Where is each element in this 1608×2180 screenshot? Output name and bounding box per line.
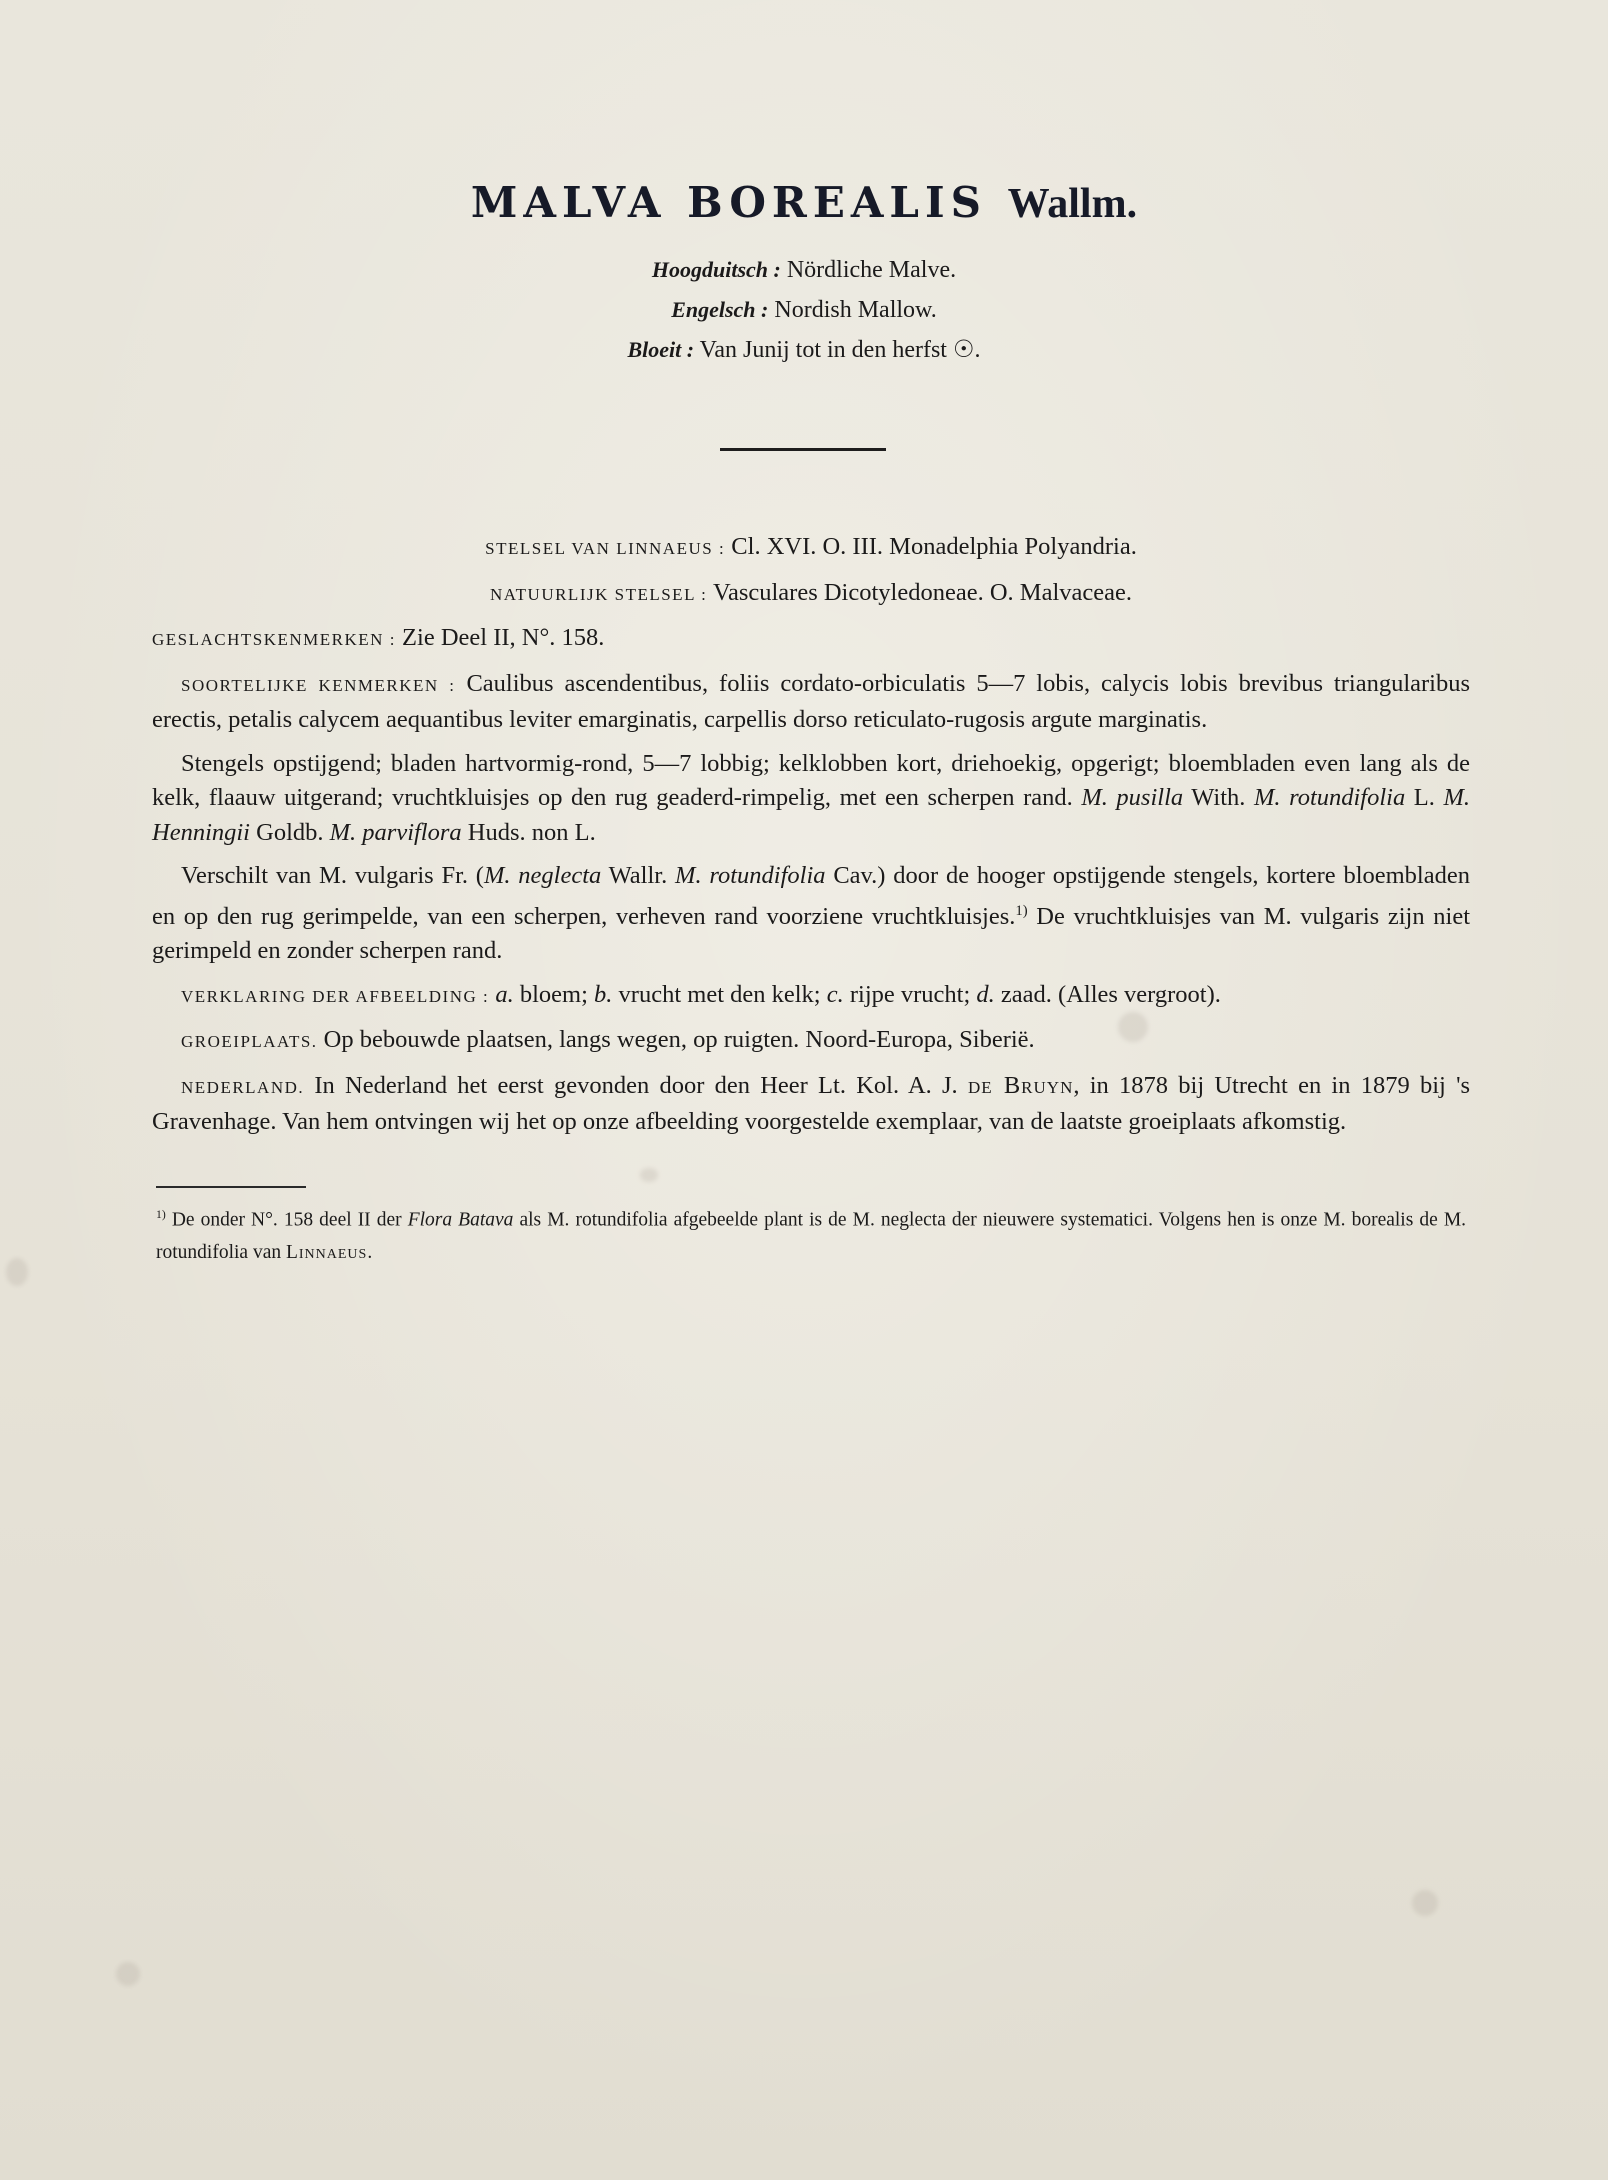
- linnaeus-label: STELSEL VAN LINNAEUS :: [485, 539, 726, 558]
- flowering: [0, 330, 1608, 370]
- genus-characters: [152, 621, 1470, 658]
- collector-name: de Bruyn: [967, 1071, 1074, 1099]
- species-characters: [152, 667, 1470, 738]
- figure-text: bloem;: [519, 980, 588, 1008]
- stems-text: Stengels opstijgend; bladen hartvormig-rond, 5—7 lobbig; kelklobben kort, driehoekig, opgerigt; bloembladen even lang als de kelk, flaauw uitgerand; vruchtkluisjes op den rug geaderd-rimpelig, met een scherpen rand.: [152, 749, 1470, 811]
- figure-letter: b.: [594, 980, 613, 1008]
- differences: [152, 859, 1470, 969]
- section-divider: [720, 448, 886, 451]
- linnaeus-value: Cl. XVI. O. III. Monadelphia Polyandria.: [731, 533, 1137, 560]
- footnote-reference[interactable]: 1): [1015, 902, 1028, 919]
- footnote-part: De onder N°. 158 deel II der: [171, 1209, 402, 1231]
- name-german-value: Nördliche Malve.: [786, 257, 957, 283]
- paper-stain: [1412, 1890, 1438, 1916]
- genus-label: GESLACHTSKENMERKEN :: [152, 630, 396, 649]
- description-body: [152, 530, 1470, 1140]
- footnote-text: [156, 1199, 1466, 1269]
- netherlands-record: [152, 1069, 1470, 1140]
- footnote: [156, 1199, 1466, 1269]
- flowering-value: Van Junij tot in den herfst ☉.: [699, 337, 981, 363]
- footnote-part: als M. rotundifolia afgebeelde plant is de M. neglecta der nieuwere systematici. Volgens hen is onze M. borealis de M. rotundifolia van: [156, 1209, 1467, 1263]
- natural-value: Vasculares Dicotyledoneae. O. Malvaceae.: [712, 578, 1133, 606]
- synonym-author: L.: [1413, 784, 1435, 811]
- figure-explanation: [152, 978, 1470, 1015]
- differs-text: De vruchtkluisjes van M. vulgaris zijn niet gerimpeld en zonder scherpen rand.: [152, 902, 1471, 965]
- habitat-value: Op bebouwde plaatsen, langs wegen, op ruigten. Noord-Europa, Siberië.: [323, 1026, 1035, 1054]
- figure-text: vrucht met den kelk;: [618, 980, 821, 1008]
- differs-text: Cav.) door de hooger opstijgende stengels, kortere bloembladen en op den rug gerimpelde, van een scherpen, verheven rand voorziene vruchtkluisjes.: [152, 862, 1470, 930]
- footnote-work-title: Flora Batava: [407, 1209, 514, 1231]
- netherlands-text: , in 1878 bij Utrecht en in 1879 bij 's Gravenhage. Van hem ontvingen wij het op onze afbeelding voorgestelde exemplaar, van de laatste groeiplaats afkomstig.: [152, 1071, 1471, 1136]
- figure-letter: c.: [826, 980, 844, 1008]
- species-author: Wallm.: [1007, 181, 1138, 227]
- name-english: [0, 290, 1608, 330]
- figure-text: rijpe vrucht;: [849, 980, 971, 1008]
- habitat-label: GROEIPLAATS.: [181, 1032, 318, 1052]
- netherlands-text: In Nederland het eerst gevonden door den Heer Lt. Kol. A. J.: [314, 1071, 958, 1099]
- page-title: [0, 178, 1608, 228]
- name-german-label: Hoogduitsch :: [651, 257, 781, 282]
- footnote-marker: 1): [156, 1208, 166, 1221]
- figure-letter: a.: [495, 980, 514, 1008]
- habitat: [152, 1023, 1470, 1060]
- synonym-author: With.: [1191, 784, 1246, 811]
- common-names: [0, 250, 1608, 370]
- name-german: [0, 250, 1608, 290]
- figure-letter: d.: [976, 980, 995, 1008]
- paper-stain: [116, 1962, 140, 1986]
- differs-text: Wallr.: [608, 862, 668, 889]
- footnote-divider: [156, 1186, 306, 1188]
- synonym-author: Goldb.: [256, 818, 324, 846]
- natural-system: [152, 576, 1470, 613]
- linnaeus-system: [152, 530, 1470, 567]
- netherlands-label: NEDERLAND.: [181, 1077, 305, 1097]
- synonym: M. neglecta: [483, 862, 602, 889]
- synonym-author: Huds. non L.: [467, 818, 596, 846]
- name-english-value: Nordish Mallow.: [774, 297, 937, 323]
- paper-stain: [6, 1258, 28, 1286]
- synonym: M. parviflora: [329, 818, 462, 846]
- name-english-label: Engelsch :: [671, 297, 769, 322]
- stems-description: [152, 747, 1470, 851]
- footnote-author: Linnaeus.: [285, 1241, 374, 1263]
- synonym: M. pusilla: [1081, 784, 1184, 811]
- differs-text: Verschilt van M. vulgaris Fr. (: [181, 862, 484, 889]
- synonym: M. Henningii: [152, 784, 1470, 846]
- natural-label: NATUURLIJK STELSEL :: [489, 584, 708, 604]
- paper-stain: [640, 1168, 658, 1182]
- species-value: Caulibus ascendentibus, foliis cordato-orbiculatis 5—7 lobis, calycis lobis brevibus triangularibus erectis, petalis calycem aequantibus leviter emarginatis, carpellis dorso reticulato-rugosis argute marginatis.: [152, 669, 1471, 733]
- genus-value: Zie Deel II, N°. 158.: [402, 624, 605, 651]
- species-label: SOORTELIJKE KENMERKEN :: [181, 675, 456, 695]
- synonym: M. rotundifolia: [675, 862, 826, 889]
- synonym: M. rotundifolia: [1253, 784, 1406, 811]
- figure-text: zaad. (Alles vergroot).: [1000, 980, 1221, 1008]
- species-name: MALVA BOREALIS: [470, 178, 987, 227]
- explanation-label: VERKLARING DER AFBEELDING :: [181, 986, 490, 1006]
- flowering-label: Bloeit :: [627, 337, 695, 362]
